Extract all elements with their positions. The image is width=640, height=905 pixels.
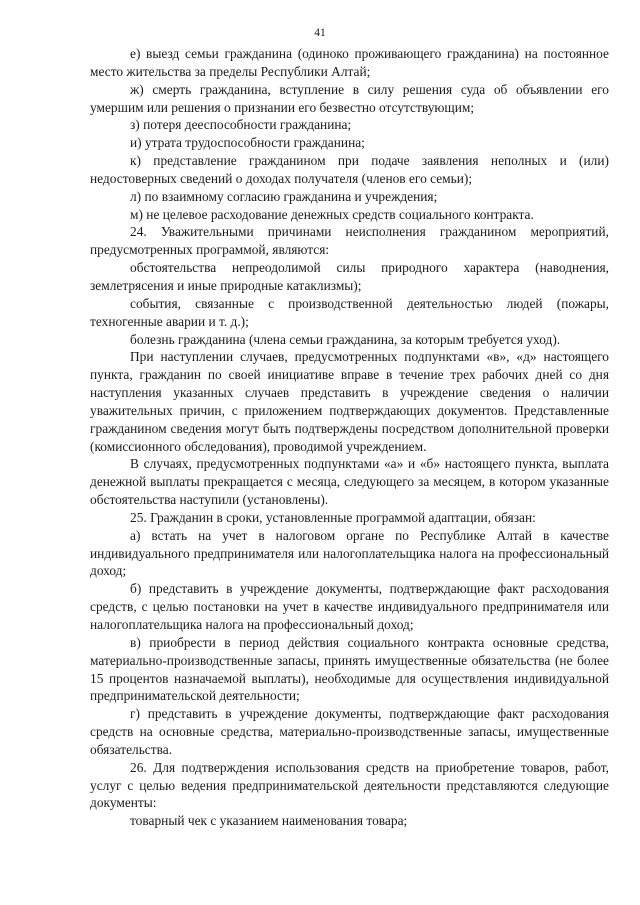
paragraph-notification: При наступлении случаев, предусмотренных подпунктами «в», «д» настоящего пункта, гражданин по своей инициативе вправе в течение трех рабочих дней со дня наступления указанных случаев представить в учреждение сведения о наличии уважительных причин, с приложением подтверждающих документов. Представленные гражданином сведения могут быть подтверждены посредством дополнительной проверки (комиссионного обследования), проводимой учреждением. [90, 349, 609, 454]
paragraph-item-e: е) выезд семьи гражданина (одиноко проживающего гражданина) на постоянное место жительства за пределы Республики Алтай; [90, 46, 609, 79]
paragraph-clause-24: 24. Уважительными причинами неисполнения гражданином мероприятий, предусмотренных программой, являются: [90, 224, 609, 258]
paragraph-clause-25: 25. Гражданин в сроки, установленные программой адаптации, обязан: [130, 509, 536, 525]
paragraph-item-zh: ж) смерть гражданина, вступление в силу решения суда об объявлении его умершим или решения о признании его безвестно отсутствующим; [90, 81, 609, 115]
paragraph-item-b: б) представить в учреждение документы, подтверждающие факт расходования средств, с целью постановки на учет в качестве индивидуального предпринимателя или налогоплательщика налога на профессиональный доход; [90, 581, 609, 632]
paragraph-item-m: м) не целевое расходование денежных средств социального контракта. [130, 206, 534, 222]
paragraph-item-k: к) представление гражданином при подаче заявления неполных и (или) недостоверных сведений о доходах получателя (членов его семьи); [90, 153, 609, 186]
page-number: 41 [314, 27, 326, 39]
paragraph-receipt: товарный чек с указанием наименования товара; [130, 813, 408, 829]
paragraph-item-i: и) утрата трудоспособности гражданина; [130, 135, 365, 151]
paragraph-item-z: з) потеря дееспособности гражданина; [130, 117, 352, 133]
paragraph-illness: болезнь гражданина (члена семьи гражданина, за которым требуется уход). [130, 331, 561, 347]
paragraph-clause-26: 26. Для подтверждения использования средств на приобретение товаров, работ, услуг с целью ведения предпринимательской деятельности представляются следующие документы: [90, 759, 609, 811]
paragraph-termination: В случаях, предусмотренных подпунктами «а» и «б» настоящего пункта, выплата денежной выплаты прекращается с месяца, следующего за месяцем, в котором указанные обстоятельства наступили (установлены). [90, 456, 609, 508]
paragraph-item-g: г) представить в учреждение документы, подтверждающие факт расходования средств на основные средства, материально-производственные запасы, имущественные обязательства. [90, 706, 609, 757]
paragraph-industrial-events: события, связанные с производственной деятельностью людей (пожары, техногенные аварии и т. д.); [90, 295, 609, 329]
document-body [90, 45, 609, 830]
paragraph-item-v: в) приобрести в период действия социального контракта основные средства, материально-производственные запасы, принять имущественные обязательства (не более 15 процентов назначаемой выплаты), необходимые для осуществления индивидуальной предпринимательской деятельности; [90, 634, 609, 704]
paragraph-force-majeure: обстоятельства непреодолимой силы природного характера (наводнения, землетрясения и иные природные катаклизмы); [90, 260, 609, 293]
paragraph-item-a: а) встать на учет в налоговом органе по Республике Алтай в качестве индивидуального предпринимателя или налогоплательщика налога на профессиональный доход; [90, 527, 609, 579]
paragraph-item-l: л) по взаимному согласию гражданина и учреждения; [130, 188, 438, 204]
